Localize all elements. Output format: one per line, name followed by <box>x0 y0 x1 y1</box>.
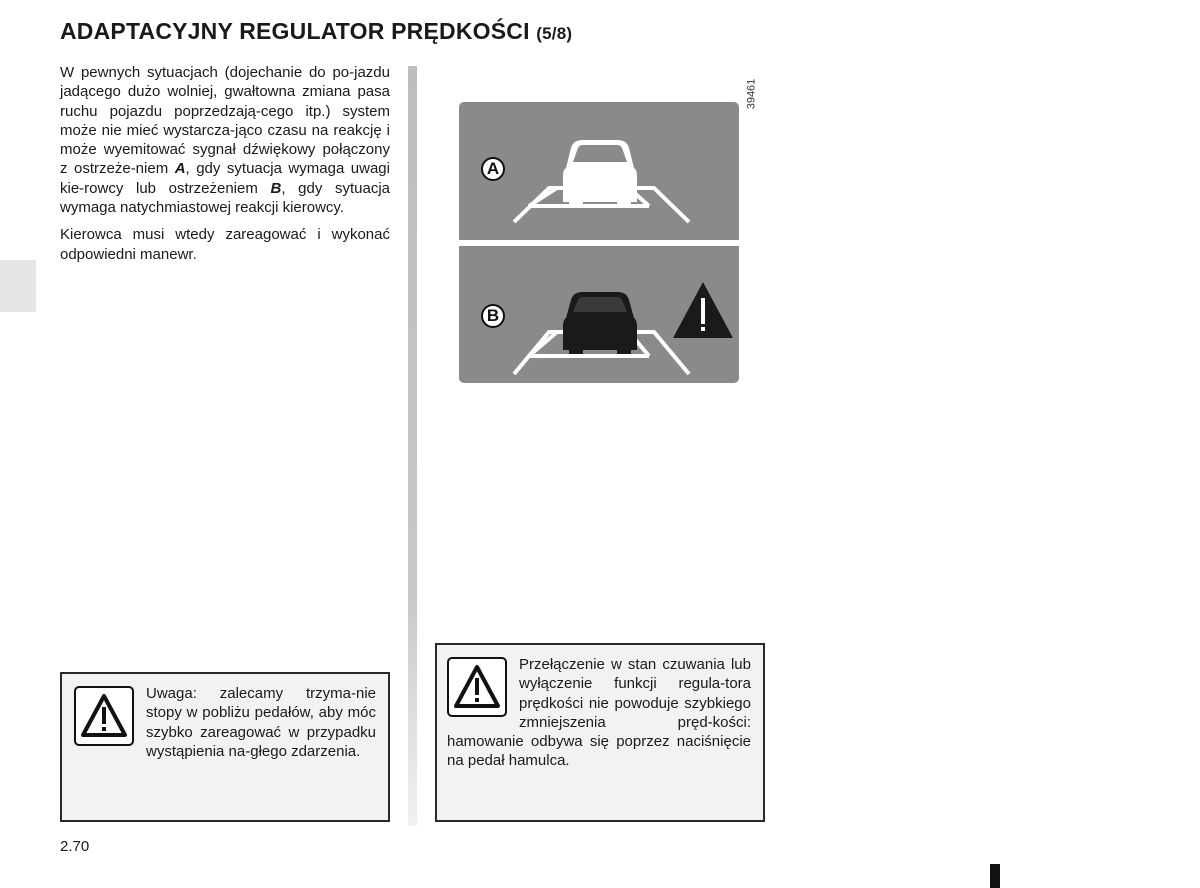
paragraph-text-part: , gdy sytuacja wymaga natychmiastowej reakcji kierowcy. <box>60 179 391 217</box>
warning-triangle-icon <box>447 657 507 717</box>
panel-alert-a <box>459 102 739 240</box>
warning-text-left: Uwaga: zalecamy trzyma-nie stopy w pobliżu pedałów, aby móc szybko zareagować w przypadku wystąpienia na-głego zdarzenia. <box>146 685 376 760</box>
paragraph-text-part: W pewnych sytuacjach (dojechanie do po-jazdu jadącego dużo wolniej, gwałtowna zmiana pasa ruchu pojazdu poprzedzają-cego itp.) system może nie mieć wystarcza-jąco czasu na reakcję i może wyemitować sygnał dźwiękowy połączony z ostrzeże-niem <box>60 64 390 178</box>
paragraph-warnings-description <box>60 63 390 217</box>
warning-box-braking <box>435 643 765 822</box>
paragraph-text-part: , gdy sytuacja wymaga uwagi kie-rowcy lub ostrzeżeniem <box>60 160 390 197</box>
page-part: (5/8) <box>536 24 573 43</box>
page-title <box>60 18 572 45</box>
column-divider <box>408 66 417 826</box>
warning-box-foot-near-pedals <box>60 672 390 822</box>
warning-text-right: Przełączenie w stan czuwania lub wyłączenie funkcji regula-tora prędkości nie powoduje szybkiego zmniejszenia pręd-kości: hamowanie odbywa się poprzez naciśnięcie na pedał hamulca. <box>447 656 751 770</box>
warning-triangle-icon <box>673 282 733 338</box>
figure-code <box>740 76 768 116</box>
paragraph-driver-action: Kierowca musi wtedy zareagować i wykonać odpowiedni manewr. <box>60 226 390 263</box>
page-title-text: ADAPTACYJNY REGULATOR PRĘDKOŚCI <box>60 18 530 44</box>
page-edge-marker <box>990 864 1000 888</box>
body-text <box>60 63 390 272</box>
page-number: 2.70 <box>60 838 90 855</box>
car-icon <box>563 140 637 206</box>
label-a-circle: A <box>481 157 505 181</box>
figure-code-text: 39461 <box>745 78 758 110</box>
car-icon <box>563 292 637 354</box>
reference-label-b: B <box>270 179 282 197</box>
illustration-dashboard-warnings <box>459 102 739 383</box>
label-b-circle: B <box>481 304 505 328</box>
panel-alert-b <box>459 246 739 383</box>
chapter-tab-marker <box>0 260 36 312</box>
reference-label-a: A <box>174 160 186 178</box>
warning-triangle-icon <box>74 686 134 746</box>
